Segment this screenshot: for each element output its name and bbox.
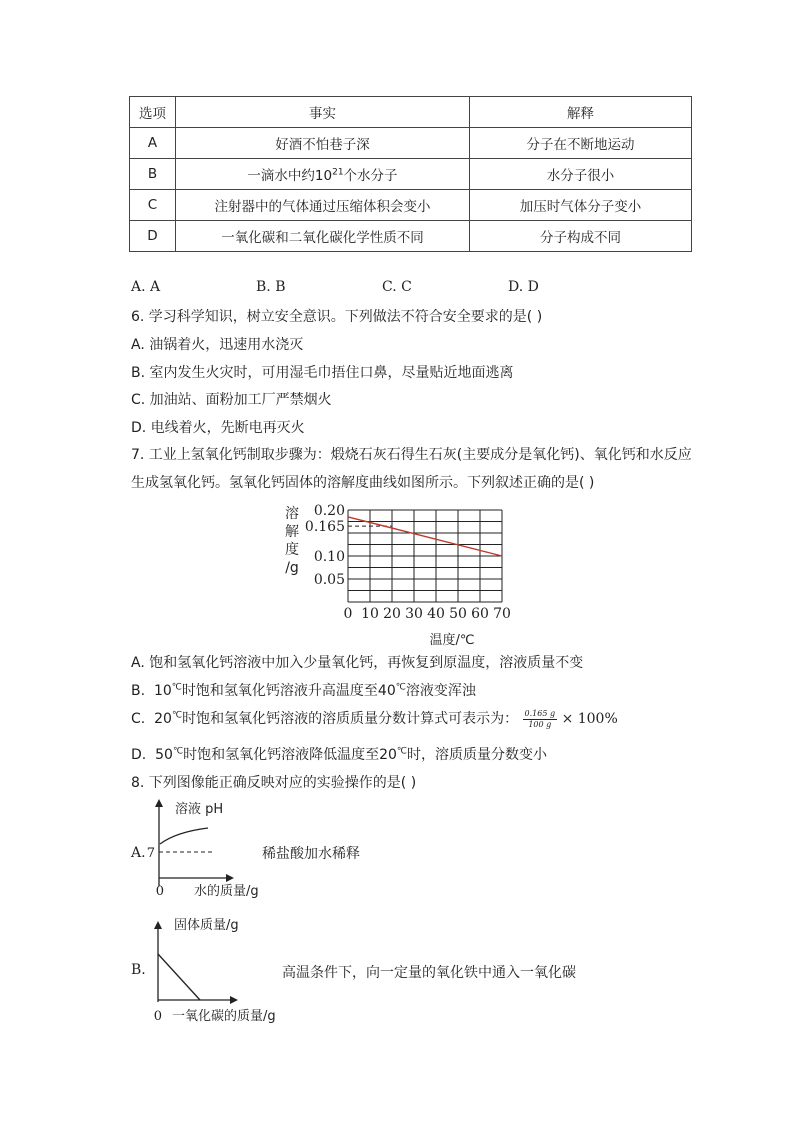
row-fact: 注射器中的气体通过压缩体积会变小 [176, 190, 470, 221]
temperature-value: 10 [153, 683, 172, 699]
header-explain: 解释 [470, 97, 692, 128]
solid-mass-y-label: 固体质量/g [174, 918, 239, 933]
option-text: 溶液变浑浊 [405, 683, 476, 699]
row-explain: 加压时气体分子变小 [470, 190, 692, 221]
solid-mass-graph [148, 912, 288, 1024]
temperature-value: 50 [155, 747, 173, 763]
option-text: 时饱和氢氧化钙溶液升高温度至 [181, 683, 378, 699]
x-tick-label: 60 [471, 606, 489, 622]
temperature-value: 20 [154, 711, 172, 727]
table-row [130, 221, 692, 252]
row-explain: 分子在不断地运动 [470, 128, 692, 159]
celsius-unit: ℃ [396, 746, 408, 757]
header-option: 选项 [130, 97, 176, 128]
y-axis-arrow-icon [155, 799, 163, 807]
ph-seven-tick: 7 [146, 846, 155, 861]
q6-option-d: D. 电线着火，先断电再灭火 [131, 420, 305, 436]
x-tick-label: 20 [383, 606, 401, 622]
y-tick-label: 0.05 [313, 572, 345, 588]
y-tick-label: 0.10 [313, 549, 345, 565]
row-option: C [130, 190, 176, 221]
fraction-numerator: 0.165 g [524, 708, 556, 718]
table-row [130, 190, 692, 221]
fact-text: 一滴水中约10 [247, 168, 333, 184]
celsius-unit: ℃ [171, 682, 182, 693]
chart-grid [348, 510, 502, 602]
q6-option-c: C. 加油站、面粉加工厂严禁烟火 [131, 392, 332, 408]
q6-option-a: A. 油锅着火，迅速用水浇灭 [131, 337, 304, 353]
x-tick-label: 0 [343, 606, 353, 622]
celsius-unit: ℃ [171, 710, 183, 721]
q6-option-b: B. 室内发生火灾时，可用湿毛巾捂住口鼻，尽量贴近地面逃离 [131, 365, 514, 381]
option-text: 时饱和氢氧化钙溶液的溶质质量分数计算式可表示为： [182, 711, 519, 727]
option-label: D. [131, 747, 147, 763]
celsius-unit: ℃ [172, 746, 184, 757]
x-axis-arrow-icon [230, 996, 238, 1004]
solubility-curve [348, 517, 502, 556]
y-label-char: /g [285, 560, 299, 576]
q5-choice-b: B. B [256, 279, 286, 295]
table-row [130, 159, 692, 190]
q7-stem-line2: 生成氢氧化钙。氢氧化钙固体的溶解度曲线如图所示。下列叙述正确的是( ) [131, 475, 595, 491]
y-label-char: 溶 [285, 506, 299, 522]
row-explain: 分子构成不同 [470, 221, 692, 252]
q8-b-label: B. [131, 962, 146, 978]
origin-label: 0 [153, 1009, 162, 1024]
q7-option-b [131, 680, 476, 700]
q8-b-caption: 高温条件下，向一定量的氧化铁中通入一氧化碳 [282, 965, 576, 981]
q7-option-d [131, 744, 547, 764]
row-fact [176, 159, 470, 190]
q7-option-c [131, 708, 618, 730]
fraction [523, 709, 558, 730]
y-label-char: 度 [285, 542, 299, 558]
y-tick-label: 0.20 [313, 503, 345, 519]
x-tick-label: 50 [449, 606, 467, 622]
y-axis-arrow-icon [154, 921, 162, 929]
fact-text: 个水分子 [343, 168, 398, 184]
q8-a-caption: 稀盐酸加水稀释 [262, 846, 360, 862]
row-fact: 好酒不怕巷子深 [176, 128, 470, 159]
chart-series [348, 517, 502, 556]
x-tick-label: 30 [405, 606, 423, 622]
option-label: B. [131, 683, 146, 699]
ph-graph-x-label: 水的质量/g [194, 884, 259, 899]
row-option: B [130, 159, 176, 190]
row-option: D [130, 221, 176, 252]
facts-table [129, 96, 692, 252]
option-label: C. [131, 711, 146, 727]
chart-x-ticks [344, 606, 511, 622]
q5-choice-a: A. A [131, 279, 161, 295]
table-header-row [130, 97, 692, 128]
x-tick-label: 10 [361, 606, 379, 622]
solubility-chart [280, 498, 520, 650]
header-fact: 事实 [176, 97, 470, 128]
q5-choice-c: C. C [382, 279, 412, 295]
temperature-value: 20 [379, 747, 397, 763]
chart-y-ticks [305, 503, 345, 588]
fraction-denominator: 100 g [528, 719, 552, 729]
row-option: A [130, 128, 176, 159]
ph-curve [160, 828, 208, 844]
y-label-char: 解 [285, 524, 299, 540]
y-tick-label: 0.165 [304, 519, 345, 536]
solid-mass-x-label: 一氧化碳的质量/g [172, 1009, 276, 1024]
x-tick-label: 40 [427, 606, 445, 622]
temperature-value: 40 [377, 683, 396, 699]
chart-x-label: 温度/℃ [429, 633, 475, 648]
option-text: 时，溶质质量分数变小 [407, 747, 548, 763]
option-text: 时饱和氢氧化钙溶液降低温度至 [183, 747, 380, 763]
ph-graph-y-label: 溶液 pH [175, 802, 224, 817]
q7-stem-line1: 7. 工业上氢氧化钙制取步骤为：煅烧石灰石得生石灰(主要成分是氧化钙)、氧化钙和水反应 [131, 447, 692, 463]
mass-line [158, 954, 200, 1000]
q6-stem: 6. 学习科学知识，树立安全意识。下列做法不符合安全要求的是( ) [131, 309, 543, 325]
origin-label: 0 [155, 884, 164, 899]
row-fact: 一氧化碳和二氧化碳化学性质不同 [176, 221, 470, 252]
celsius-unit: ℃ [395, 682, 406, 693]
fact-exponent: 21 [332, 167, 344, 178]
x-tick-label: 70 [493, 606, 511, 622]
table-row [130, 128, 692, 159]
chart-y-label [285, 505, 299, 576]
percent-tail: × 100% [561, 711, 618, 727]
q7-option-a: A. 饱和氢氧化钙溶液中加入少量氧化钙，再恢复到原温度，溶液质量不变 [131, 655, 584, 671]
q5-choice-d: D. D [508, 279, 539, 295]
row-explain: 水分子很小 [470, 159, 692, 190]
q8-a-label: A. [131, 845, 146, 861]
x-axis-arrow-icon [226, 874, 234, 882]
q8-stem: 8. 下列图像能正确反映对应的实验操作的是( ) [131, 775, 417, 791]
